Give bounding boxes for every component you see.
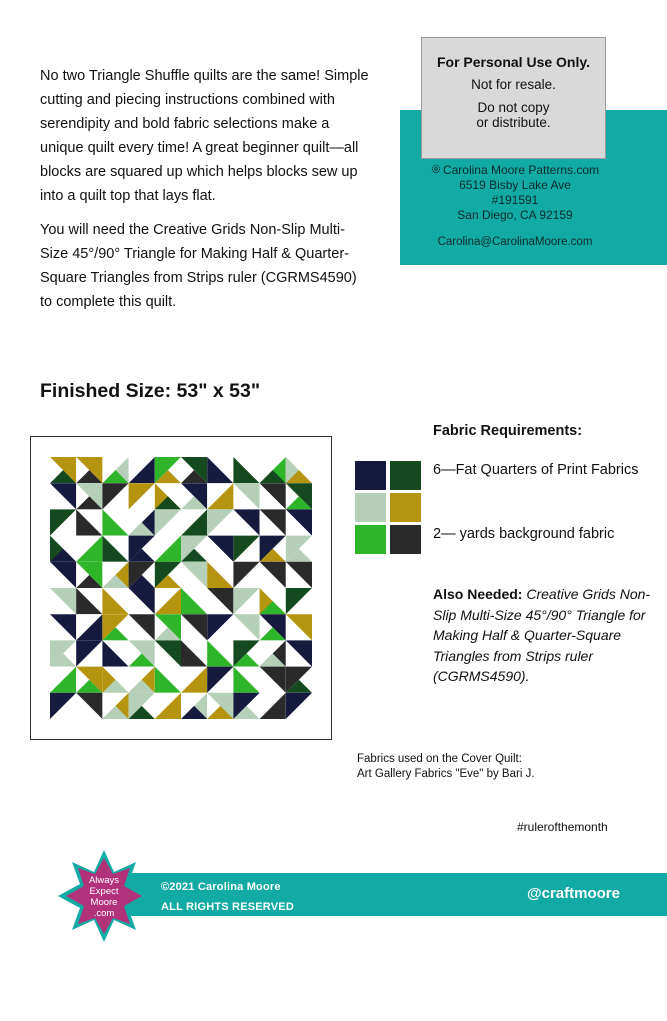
- notice-line-2: Do not copy or distribute.: [476, 100, 551, 130]
- social-handle: @craftmoore: [527, 885, 620, 902]
- finished-size: Finished Size: 53" x 53": [40, 380, 261, 402]
- contact-company-row: [400, 163, 630, 178]
- fabric-requirement-background: 2— yards background fabric: [433, 526, 615, 542]
- quilt-image: [30, 436, 332, 740]
- hashtag: #rulerofthemonth: [517, 820, 608, 834]
- swatch-sage: [355, 493, 386, 522]
- intro-paragraph-1: No two Triangle Shuffle quilts are the same! Simple cutting and piecing instructions combined with serendipity and bold fabric selections make a unique quilt every time! A great beginner quilt—all blocks are squared up which helps blocks sew up into a quilt top that lays flat.: [40, 68, 369, 204]
- copyright-text: ©2021 Carolina Moore: [161, 881, 281, 893]
- also-needed-text: Creative Grids Non-Slip Multi-Size 45°/90° Triangle for Making Half & Quarter-Square Triangles from Strips ruler (CGRMS4590).: [433, 586, 651, 684]
- usage-notice: [421, 37, 606, 159]
- svg-text:Always: Always: [88, 875, 120, 886]
- contact-company: Carolina Moore Patterns.com: [442, 163, 600, 177]
- intro-paragraph-2: You will need the Creative Grids Non-Slip Multi-Size 45°/90° Triangle for Making Half & Quarter-Square Triangles from Strips ruler (CGRMS4590) to complete this quilt.: [40, 222, 357, 310]
- notice-line-1: Not for resale.: [471, 77, 556, 92]
- cover-line-1: Fabrics used on the Cover Quilt:: [357, 753, 522, 765]
- contact-address-2: #191591: [491, 193, 539, 207]
- also-needed: [433, 584, 663, 687]
- contact-info: [400, 163, 630, 250]
- swatch-green: [355, 525, 386, 554]
- swatch-forest: [390, 461, 421, 490]
- footer-copyright: [161, 877, 294, 917]
- intro-text: [40, 64, 370, 324]
- swatch-charcoal: [390, 525, 421, 554]
- svg-text:Moore: Moore: [90, 897, 118, 908]
- notice-title: For Personal Use Only.: [436, 54, 590, 70]
- fabric-swatches: [355, 461, 421, 553]
- fabric-requirements-title: Fabric Requirements:: [433, 423, 583, 439]
- svg-text:.com: .com: [93, 908, 115, 919]
- cover-line-2: Art Gallery Fabrics "Eve" by Bari J.: [357, 768, 535, 780]
- rights-text: ALL RIGHTS RESERVED: [161, 901, 294, 913]
- cover-fabrics-note: [357, 752, 535, 782]
- brand-logo: [56, 850, 152, 942]
- fabric-requirement-prints: 6—Fat Quarters of Print Fabrics: [433, 462, 639, 478]
- swatch-gold: [390, 493, 421, 522]
- contact-address-1: 6519 Bisby Lake Ave: [459, 178, 571, 192]
- also-needed-label: Also Needed:: [433, 586, 523, 602]
- contact-email: Carolina@CarolinaMoore.com: [437, 236, 593, 248]
- flower-icon: [431, 163, 441, 178]
- contact-address-3: San Diego, CA 92159: [457, 208, 573, 222]
- svg-text:Expect: Expect: [89, 886, 119, 897]
- swatch-navy: [355, 461, 386, 490]
- quilt-illustration: [50, 457, 312, 719]
